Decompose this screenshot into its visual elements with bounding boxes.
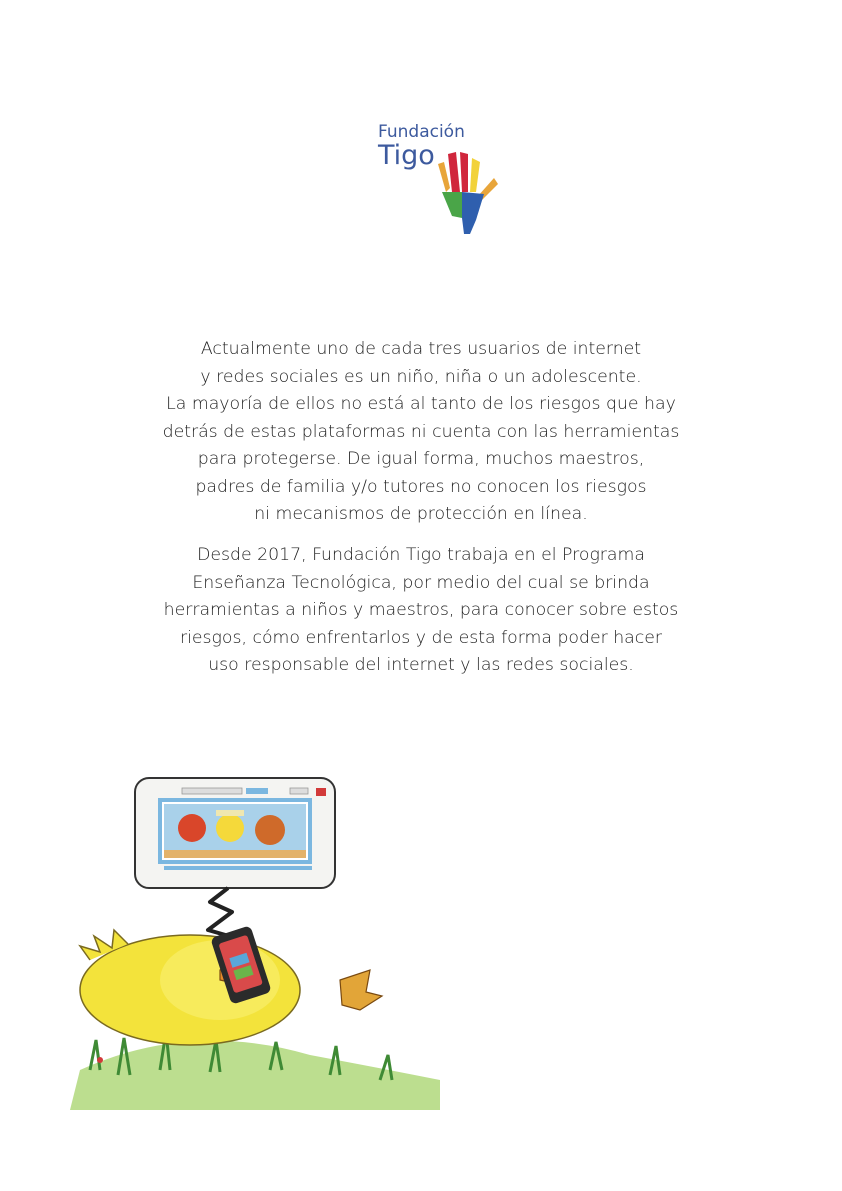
paragraph-line: Desde 2017, Fundación Tigo trabaja en el Programa <box>197 545 645 565</box>
fundacion-tigo-logo <box>374 120 514 236</box>
intro-paragraph <box>110 336 732 529</box>
paragraph-line: padres de familia y/o tutores no conocen los riesgos <box>195 476 647 497</box>
paragraph-line: para protegerse. De igual forma, muchos maestros, <box>197 449 645 469</box>
chick-with-phone-illustration <box>70 770 450 1130</box>
hand-palm-blue <box>462 192 484 234</box>
hand-finger-red-2 <box>460 152 468 192</box>
hand-finger-yellow <box>470 158 480 192</box>
signal-bolt <box>208 888 236 938</box>
paragraph-line: Actualmente uno de cada tres usuarios de internet <box>200 339 642 359</box>
logo-text-tigo: Tigo <box>378 140 435 171</box>
screen-bubble <box>135 778 335 888</box>
paragraph-line: Enseñanza Tecnológica, por medio del cual se brinda <box>192 572 650 593</box>
hand-finger-orange <box>438 162 450 192</box>
hand-palm-green <box>442 192 462 218</box>
paragraph-line: riesgos, cómo enfrentarlos y de esta forma poder hacer <box>180 627 662 648</box>
hand-finger-red <box>448 152 460 192</box>
logo-text-fundacion: Fundación <box>378 122 465 142</box>
program-paragraph <box>110 542 732 680</box>
hand-icon <box>432 148 498 234</box>
paragraph-line: herramientas a niños y maestros, para conocer sobre estos <box>163 600 679 620</box>
paragraph-line: y redes sociales es un niño, niña o un adolescente. <box>200 366 642 387</box>
grass <box>70 1025 440 1110</box>
paragraph-line: La mayoría de ellos no está al tanto de los riesgos que hay <box>166 394 676 414</box>
paragraph-line: uso responsable del internet y las redes sociales. <box>208 655 634 675</box>
paragraph-line: ni mecanismos de protección en línea. <box>254 504 588 524</box>
paragraph-line: detrás de estas plataformas ni cuenta con las herramientas <box>162 421 680 442</box>
